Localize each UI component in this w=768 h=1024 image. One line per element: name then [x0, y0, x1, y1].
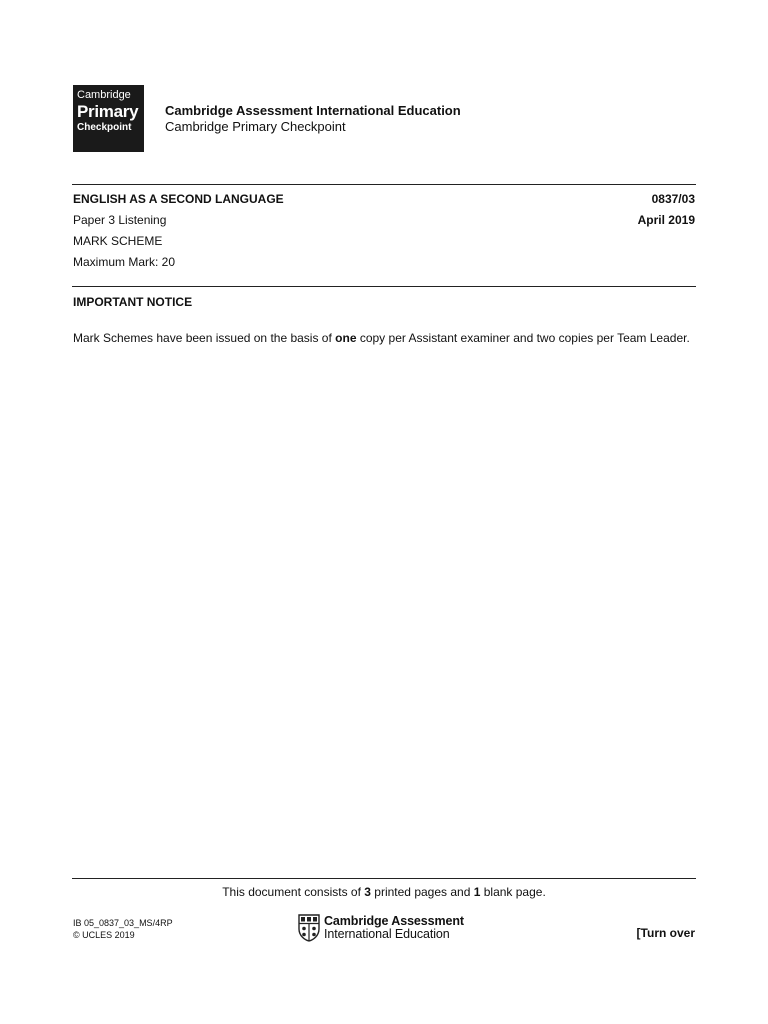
cambridge-shield-icon	[298, 914, 320, 942]
blank-page-count: 1	[473, 885, 481, 899]
exam-session: April 2019	[637, 213, 695, 227]
notice-heading: IMPORTANT NOTICE	[73, 295, 193, 309]
notice-text-part1: Mark Schemes have been issued on the basis of	[73, 331, 336, 345]
subject-title: ENGLISH AS A SECOND LANGUAGE	[73, 192, 284, 206]
document-type: MARK SCHEME	[73, 234, 163, 248]
page-count-text-3: blank page.	[480, 885, 546, 899]
turn-over-label: [Turn over	[636, 926, 695, 940]
cambridge-assessment-logo	[298, 913, 464, 943]
organization-name: Cambridge Assessment International Education	[165, 103, 461, 118]
divider-footer	[72, 878, 696, 879]
copyright-notice: © UCLES 2019	[73, 930, 135, 940]
printed-page-count: 3	[364, 885, 371, 899]
brand-line-2: International Education	[324, 927, 450, 941]
divider-notice	[72, 286, 696, 287]
notice-text	[73, 331, 697, 345]
logo-line-checkpoint: Checkpoint	[77, 122, 132, 133]
brand-line-1: Cambridge Assessment	[324, 914, 464, 928]
maximum-mark: Maximum Mark: 20	[73, 255, 176, 269]
logo-line-cambridge: Cambridge	[77, 89, 131, 101]
programme-name: Cambridge Primary Checkpoint	[165, 119, 346, 134]
notice-text-part2: copy per Assistant examiner and two copies per Team Leader.	[356, 331, 690, 345]
page-count-text-2: printed pages and	[370, 885, 474, 899]
page-count-statement	[72, 885, 696, 900]
cambridge-assessment-wordmark	[324, 915, 464, 941]
page-count-text-1: This document consists of	[222, 885, 365, 899]
divider-top	[72, 184, 696, 185]
notice-text-emphasis: one	[335, 331, 357, 345]
cambridge-primary-checkpoint-logo	[73, 85, 144, 152]
paper-name: Paper 3 Listening	[73, 213, 167, 227]
document-reference: IB 05_0837_03_MS/4RP	[73, 918, 173, 928]
logo-line-primary: Primary	[77, 102, 139, 121]
paper-code: 0837/03	[651, 192, 695, 206]
